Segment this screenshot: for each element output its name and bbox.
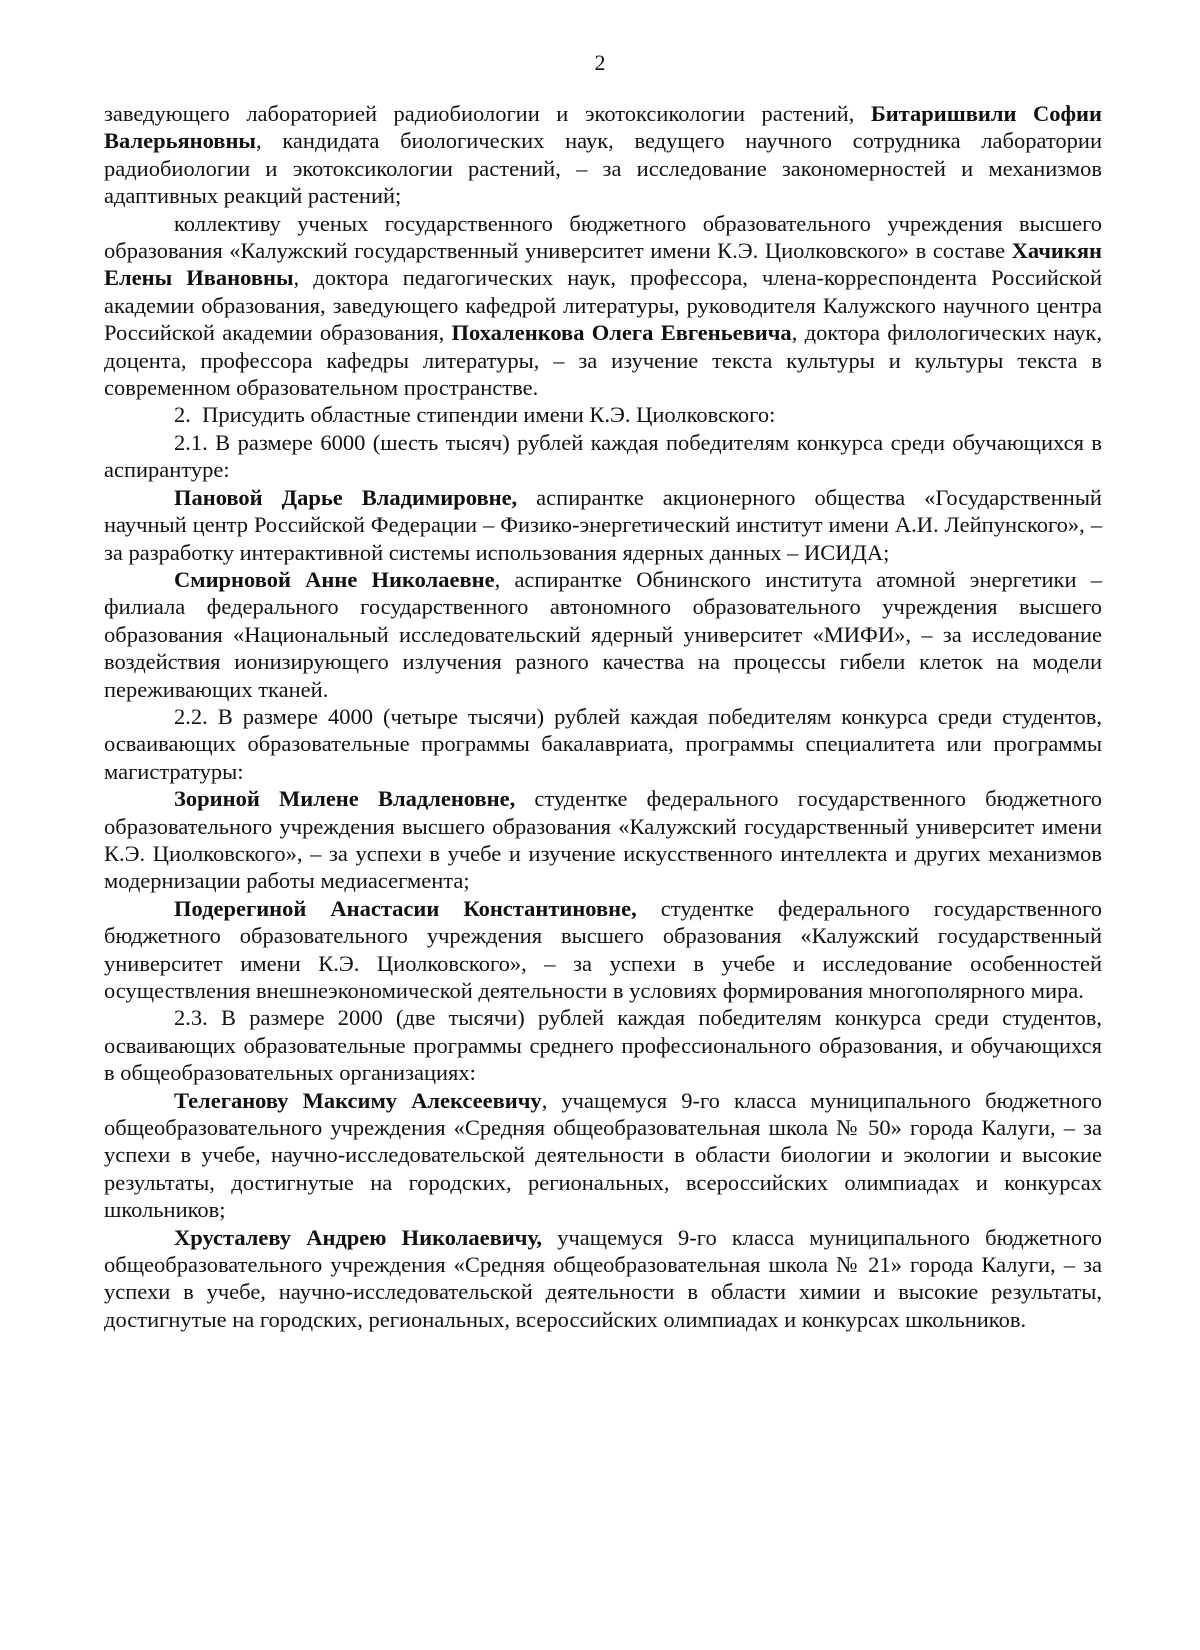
paragraph-poderegina [104,895,1102,1005]
awardee-name: Зориной Милене Владленовне, [174,786,516,812]
text-run: заведующего лабораторией радиобиологии и экотоксикологии растений, [104,101,871,126]
text-run: , доктора педагогических наук, профессора, члена-корреспондента Российской академии образования, заведующего кафедрой литературы, руководителя Калужского научного центра Российской академии образования, [104,265,1102,346]
paragraph-item-2-3 [104,1004,1102,1086]
awardee-name: Битаришвили Софии Валерьяновны [104,101,1102,154]
text-run: , кандидата биологических наук, ведущего научного сотрудника лаборатории радиобиологии и экотоксикологии растений, – за исследование закономерностей и механизмов адаптивных реакций растений; [104,128,1102,209]
text-run: , аспирантке Обнинского института атомной энергетики – филиала федерального государственного автономного образовательного учреждения высшего образования «Национальный исследовательский ядерный университет «МИФИ», – за исследование воздействия ионизирующего излучения разного качества на процессы гибели клеток на модели переживающих тканей. [104,566,1102,702]
paragraph-zorina [104,785,1102,895]
paragraph-item-2-1 [104,429,1102,484]
document-body [104,100,1102,1333]
awardee-name: Телеганову Максиму Алексеевичу [174,1087,542,1113]
text-run: , доктора филологических наук, доцента, профессора кафедры литературы, – за изучение текста культуры и культуры текста в современном образовательном пространстве. [104,320,1102,401]
text-run: учащемуся 9-го класса муниципального бюджетного общеобразовательного учреждения «Средняя общеобразовательная школа № 21» города Калуги, – за успехи в учебе, научно-исследовательской деятельности в области химии и высокие результаты, достигнутые на городских, региональных, всероссийских олимпиадах и конкурсах школьников. [104,1224,1103,1332]
awardee-name: Хачикян Елены Ивановны [104,238,1102,291]
paragraph-teleganov [104,1087,1102,1224]
awardee-name: Пановой Дарье Владимировне, [174,484,518,510]
text-run: аспирантке акционерного общества «Государственный научный центр Российской Федерации – Физико-энергетический институт имени А.И. Лейпунского», – за разработку интерактивной системы использования ядерных данных – ИСИДА; [104,484,1102,565]
text-run: 2.1. В размере 6000 (шесть тысяч) рублей каждая победителям конкурса среди обучающихся в аспирантуре: [104,429,1102,483]
text-run: 2.3. В размере 2000 (две тысячи) рублей каждая победителям конкурса среди студентов, осваивающих образовательные программы среднего профессионального образования, и обучающихся в общеобразовательных организациях: [104,1005,1102,1086]
paragraph-panova [104,484,1102,566]
text-run: коллективу ученых государственного бюджетного образовательного учреждения высшего образования «Калужский государственный университет имени К.Э. Циолковского» в составе [104,210,1102,264]
paragraph-item-2-2 [104,703,1102,785]
text-run: , учащемуся 9-го класса муниципального бюджетного общеобразовательного учреждения «Средняя общеобразовательная школа № 50» города Калуги, – за успехи в учебе, научно-исследовательской деятельности в области биологии и экологии и высокие результаты, достигнутые на городских, региональных, всероссийских олимпиадах и конкурсах школьников; [104,1087,1102,1223]
text-run: студентке федерального государственного бюджетного образовательного учреждения высшего образования «Калужский государственный университет имени К.Э. Циолковского», – за успехи в учебе и изучение искусственного интеллекта и других механизмов модернизации работы медиасегмента; [104,786,1102,894]
paragraph-smirnova [104,566,1102,703]
awardee-name: Подерегиной Анастасии Константиновне, [174,895,637,921]
text-run: 2. Присудить областные стипендии имени К.Э. Циолковского: [174,402,776,428]
awardee-name: Похаленкова Олега Евгеньевича [451,320,792,346]
paragraph-item-2 [104,401,1102,428]
paragraph-kgu-collective [104,210,1102,402]
page-number: 2 [594,50,606,75]
paragraph-khrustalev [104,1224,1102,1334]
awardee-name: Хрусталеву Андрею Николаевичу, [174,1224,543,1250]
paragraph-lab-continuation [104,100,1102,210]
text-run: студентке федерального государственного бюджетного образовательного учреждения высшего образования «Калужский государственный университет имени К.Э. Циолковского», – за успехи в учебе и исследование особенностей осуществления внешнеэкономической деятельности в условиях формирования многополярного мира. [104,895,1103,1003]
awardee-name: Смирновой Анне Николаевне [174,566,495,592]
text-run: 2.2. В размере 4000 (четыре тысячи) рублей каждая победителям конкурса среди студентов, осваивающих образовательные программы бакалавриата, программы специалитета или программы магистратуры: [104,703,1102,784]
